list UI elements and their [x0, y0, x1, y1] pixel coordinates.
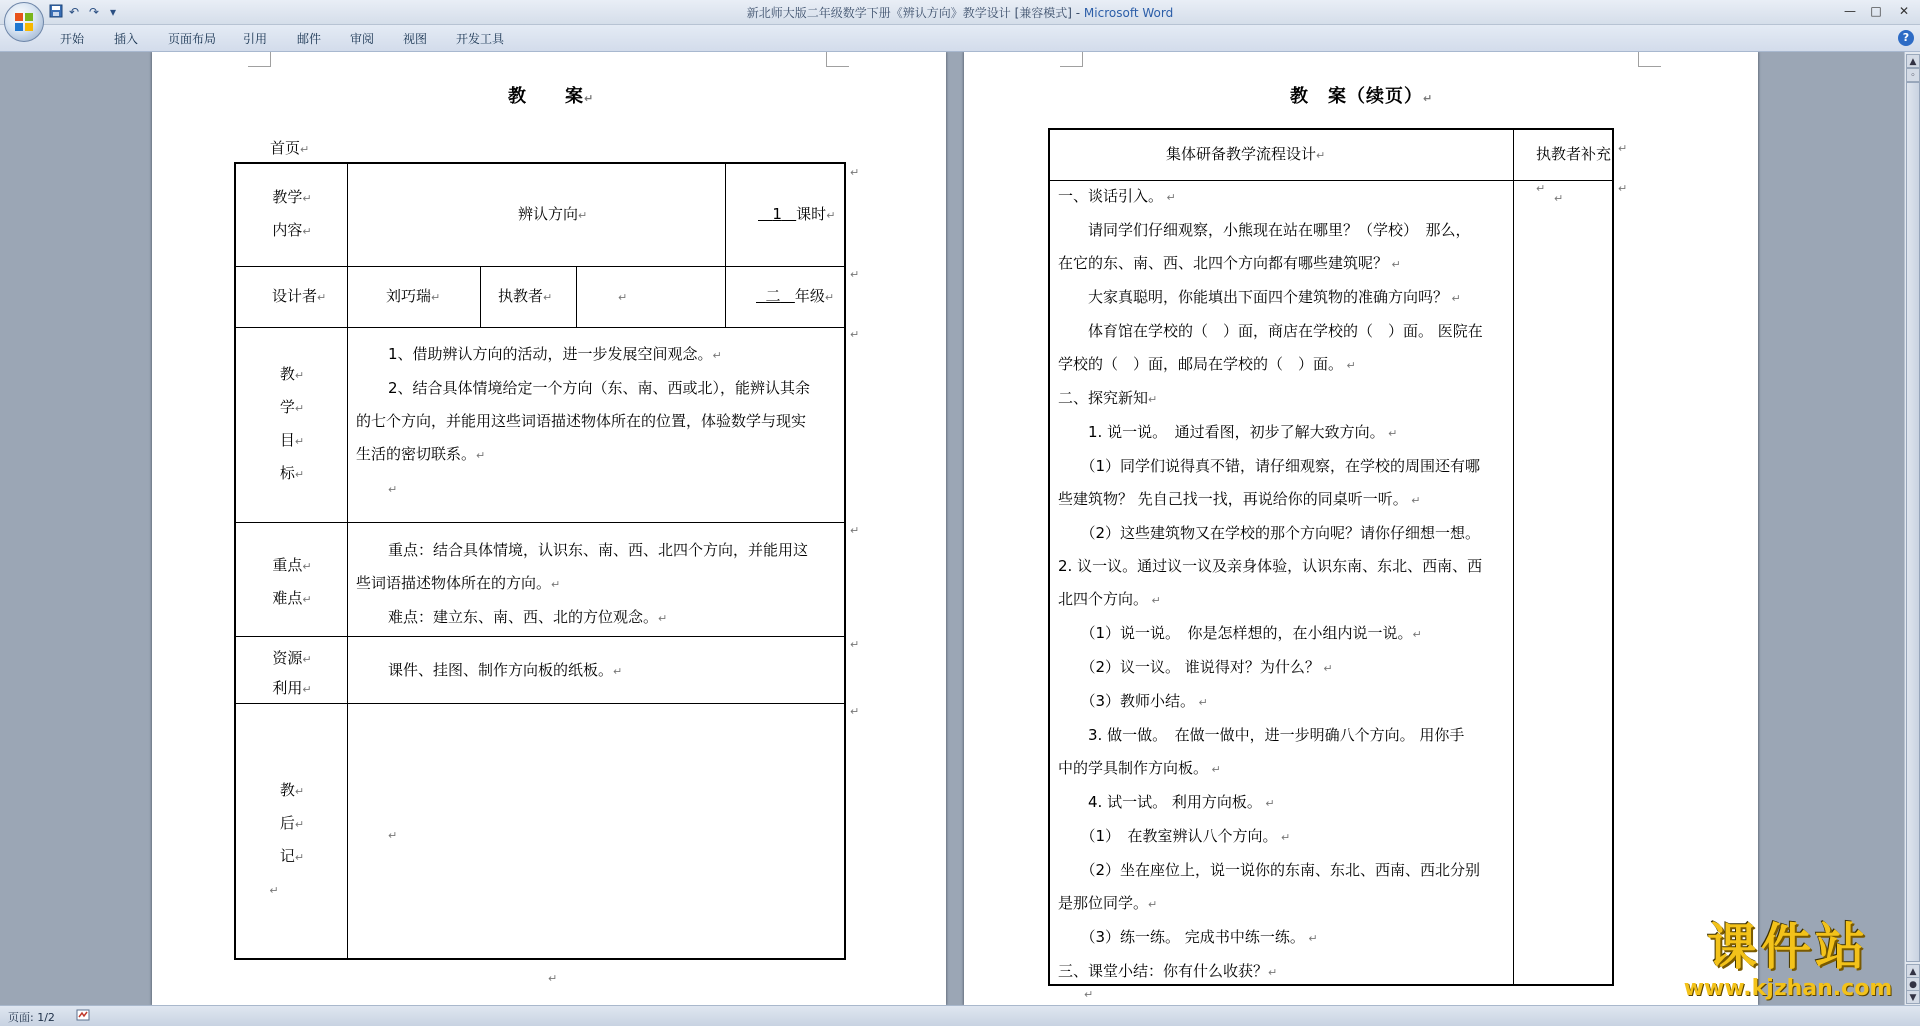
tab-page-layout[interactable]: 页面布局 — [168, 32, 217, 46]
designer-name: 刘巧瑞↵ — [386, 287, 441, 305]
reflection-text[interactable]: ↵ — [388, 829, 398, 842]
window-title — [0, 4, 1920, 21]
key-points-text: 重点：结合具体情境，认识东、南、西、北四个方向，并能用这 些词语描述物体所在的方向。↵ 难点：建立东、南、西、北的方位观念。↵ — [356, 541, 809, 626]
process-line: 体育馆在学校的（ ）面，商店在学校的（ ）面。 医院在 — [1058, 322, 1483, 340]
goals-label: 学↵ — [279, 398, 305, 416]
watermark-title: 课件站 — [1707, 917, 1869, 976]
process-line: （3）教师小结。 ↵ — [1058, 692, 1208, 710]
process-line: （2）坐在座位上，说一说你的东南、东北、西南、西北分别 — [1058, 861, 1481, 879]
lesson-plan-table: 教学↵ 内容↵ 辨认方向↵ 1 课时↵ 设计者↵ 刘巧瑞↵ 执教者↵ ↵ 二 年级↵ 教↵ 学↵ 目↵ 标↵ 1、借助辨认方向的活动，进一步发展空间观念。↵ 2、结合具体情境给定一个方向（东、南、西或北），能辨认其余 的七个方向，并能用这些词语描述物体所在的位置，体验数学与现实 生活的密切联系。↵ ↵ 重点↵ 难点↵ 重点：结合具体情境，认识东、南、西、北四个方向，并能用这 些词语描述物体所在的方向。↵ 难点：建立东、南、西、北的方位观念。↵ 资源↵ 利用↵ 课件、挂图、制作方向板的纸板。↵ 教↵ 后↵ 记↵ ↵ ↵ ↵ ↵ ↵ ↵ ↵ ↵ — [234, 162, 846, 960]
first-page-label: 首页↵ — [270, 139, 310, 157]
tab-view[interactable]: 视图 — [403, 32, 428, 46]
key-points-label: 重点↵ — [272, 556, 312, 574]
goals-label: 教↵ — [279, 365, 305, 383]
page-1: 教 案↵ 首页↵ 教学↵ 内容↵ 辨认方向↵ 1 课时↵ 设计者↵ 刘巧瑞↵ 执教者↵ ↵ 二 年级↵ 教↵ 学↵ 目↵ 标↵ 1、借助辨认方向的活动，进一步发展空间观念。↵ 2、结合具体情境给定一个方向（东、南、西或北），能辨认其余 的七个方向，并能用这些词语描述物体所在的位置，体验数学与现实 生活的密切联系。↵ ↵ 重点↵ 难点↵ 重点：结合具体情境，认识东、南、西、北四个方向，并能用这 些词语描述物体所在的方向。↵ 难点：建立东、南、西、北的方位观念。↵ 资源↵ 利用↵ 课件、挂图、制作方向板的纸板。↵ 教↵ 后↵ 记↵ ↵ ↵ ↵ ↵ ↵ ↵ ↵ ↵ ↵ — [152, 52, 946, 1005]
process-line: 大家真聪明，你能填出下面四个建筑物的准确方向吗？ ↵ — [1058, 288, 1461, 306]
content-label: 教学↵ — [272, 188, 312, 206]
page-heading: 教 案（续页）↵ — [1290, 86, 1434, 107]
teacher-label: 执教者↵ — [498, 287, 553, 305]
crop-mark — [1638, 52, 1661, 67]
proofing-icon[interactable] — [76, 1008, 90, 1022]
help-icon[interactable]: ? — [1898, 30, 1914, 46]
close-button[interactable]: ✕ — [1898, 4, 1910, 18]
teacher-name: ↵ — [618, 291, 628, 304]
crop-mark — [826, 52, 849, 67]
redo-icon[interactable]: ↷ — [88, 5, 100, 19]
process-line: （3）练一练。 完成书中练一练。 ↵ — [1058, 928, 1318, 946]
process-line: 请同学们仔细观察，小熊现在站在哪里？（学校） 那么， — [1058, 221, 1471, 239]
crop-mark — [1060, 52, 1083, 67]
prev-page-icon[interactable]: ▲ — [1906, 964, 1920, 978]
document-workspace — [0, 52, 1904, 1005]
tab-insert[interactable]: 插入 — [114, 32, 139, 46]
tab-developer[interactable]: 开发工具 — [456, 32, 505, 46]
process-line: 北四个方向。 ↵ — [1058, 590, 1161, 608]
tab-references[interactable]: 引用 — [243, 32, 268, 46]
ruler-toggle-icon[interactable]: ◦ — [1906, 68, 1920, 82]
process-line: 二、探究新知↵ — [1058, 389, 1158, 407]
tab-home[interactable]: 开始 — [60, 32, 85, 46]
col-header-supplement: 执教者补充↵ — [1536, 145, 1612, 195]
page-2: 教 案（续页）↵ 集体研备教学流程设计↵ 执教者补充↵ ↵ ↵ ↵ 一、谈话引入。 ↵ 请同学们仔细观察，小熊现在站在哪里？（学校） 那么， 在它的东、南、西、北四个方向都有哪些建筑呢？ ↵ 大家真聪明，你能填出下面四个建筑物的准确方向吗？ ↵ 体育馆在学校的（ ）面，商店在学校的（ ）面。 医院在 学校的（ ）面，邮局在学校的（ ）面。 ↵ 二、探究新知↵ 1. 说一说。 通过看图，初步了解大致方向。 ↵ （1）同学们说得真不错，请仔细观察，在学校的周围还有哪 些建筑物？ 先自己找一找，再说给你的同桌听一听。 ↵ （2）这些建筑物又在学校的那个方向呢？请你仔细想一想。 2. 议一议。通过议一议及亲身体验，认识东南、东北、西南、西 北四个方向。 ↵ （1）说一说。 你是怎样想的，在小组内说一说。↵ （2）议一议。 谁说得对？为什么？ ↵ （3）教师小结。 ↵ 3. 做一做。 在做一做中，进一步明确八个方向。 用你手 中的学具制作方向板。 ↵ 4. 试一试。 利用方向板。 ↵ （1） 在教室辨认八个方向。 ↵ （2）坐在座位上，说一说你的东南、东北、西南、西北分别 是那位同学。↵ （3）练一练。 完成书中练一练。 ↵ 三、课堂小结：你有什么收获？↵ ↵ — [964, 52, 1758, 1005]
select-browse-object-icon[interactable]: ● — [1906, 977, 1920, 991]
key-points-label: 难点↵ — [272, 589, 312, 607]
process-line: 三、课堂小结：你有什么收获？↵ — [1058, 962, 1278, 980]
process-content — [1058, 180, 1512, 989]
resources-label: 利用↵ — [272, 679, 312, 697]
scroll-thumb[interactable] — [1906, 82, 1920, 962]
tab-review[interactable]: 审阅 — [350, 32, 375, 46]
process-line: （1） 在教室辨认八个方向。 ↵ — [1058, 827, 1291, 845]
watermark-url: www.kjzhan.com — [1683, 976, 1893, 1001]
process-line: 中的学具制作方向板。 ↵ — [1058, 759, 1221, 777]
goals-label: 标↵ — [279, 464, 305, 482]
process-line: 3. 做一做。 在做一做中，进一步明确八个方向。 用你手 — [1058, 726, 1465, 744]
process-line: 一、谈话引入。 ↵ — [1058, 187, 1176, 205]
tab-mailings[interactable]: 邮件 — [297, 32, 322, 46]
vertical-scrollbar[interactable] — [1904, 52, 1920, 1005]
status-bar — [0, 1005, 1920, 1026]
site-watermark-logo — [1668, 918, 1908, 1004]
designer-label: 设计者↵ — [272, 287, 327, 305]
process-line: （2）这些建筑物又在学校的那个方向呢？请你仔细想一想。 — [1058, 524, 1481, 542]
reflection-label: 后↵ — [279, 814, 305, 832]
goals-label: 目↵ — [279, 431, 305, 449]
title-bar — [0, 0, 1920, 25]
app-name: Microsoft Word — [1083, 6, 1174, 20]
reflection-label: 教↵ — [279, 781, 305, 799]
lesson-topic: 辨认方向↵ — [518, 205, 588, 223]
process-table: 集体研备教学流程设计↵ 执教者补充↵ ↵ ↵ ↵ — [1048, 128, 1614, 986]
col-header-process: 集体研备教学流程设计↵ — [1166, 145, 1326, 163]
process-line: （2）议一议。 谁说得对？为什么？ ↵ — [1058, 658, 1333, 676]
scroll-up-icon[interactable]: ▲ — [1906, 54, 1920, 68]
period-count: 1 课时↵ — [772, 205, 836, 223]
process-line: 4. 试一试。 利用方向板。 ↵ — [1058, 793, 1275, 811]
resources-text: 课件、挂图、制作方向板的纸板。↵ — [388, 661, 623, 679]
process-line: 学校的（ ）面，邮局在学校的（ ）面。 ↵ — [1058, 355, 1356, 373]
process-line: 2. 议一议。通过议一议及亲身体验，认识东南、东北、西南、西 — [1058, 557, 1483, 575]
process-line: 1. 说一说。 通过看图，初步了解大致方向。 ↵ — [1058, 423, 1398, 441]
resources-label: 资源↵ — [272, 649, 312, 667]
document-title: 新北师大版二年级数学下册《辨认方向》教学设计 [兼容模式] - — [746, 6, 1084, 20]
minimize-button[interactable]: — — [1844, 4, 1856, 18]
process-line: （1）说一说。 你是怎样想的，在小组内说一说。↵ — [1058, 624, 1422, 642]
ribbon-tab-bar — [0, 25, 1920, 52]
reflection-label: 记↵ — [279, 847, 305, 865]
undo-icon[interactable]: ↶ — [68, 5, 80, 19]
office-button[interactable] — [4, 2, 44, 42]
content-label: 内容↵ — [272, 221, 312, 239]
process-line: 在它的东、南、西、北四个方向都有哪些建筑呢？ ↵ — [1058, 254, 1401, 272]
next-page-icon[interactable]: ▼ — [1906, 990, 1920, 1004]
maximize-button[interactable]: □ — [1870, 4, 1882, 18]
grade: 二 年级↵ — [765, 287, 835, 305]
reflection-label: ↵ — [269, 884, 279, 897]
goals-text: 1、借助辨认方向的活动，进一步发展空间观念。↵ 2、结合具体情境给定一个方向（东、南、西或北），能辨认其余 的七个方向，并能用这些词语描述物体所在的位置，体验数学与现实 生活的密切联系。↵ ↵ — [356, 345, 811, 496]
office-logo-icon — [14, 12, 34, 32]
page-heading: 教 案↵ — [508, 86, 595, 107]
process-line: 是那位同学。↵ — [1058, 894, 1158, 912]
process-line: （1）同学们说得真不错，请仔细观察，在学校的周围还有哪 — [1058, 457, 1481, 475]
page-count[interactable]: 页面: 1/2 — [8, 1011, 55, 1024]
customize-qat-icon[interactable]: ▾ — [109, 5, 117, 19]
process-line: 些建筑物？ 先自己找一找，再说给你的同桌听一听。 ↵ — [1058, 490, 1421, 508]
crop-mark — [248, 52, 271, 67]
